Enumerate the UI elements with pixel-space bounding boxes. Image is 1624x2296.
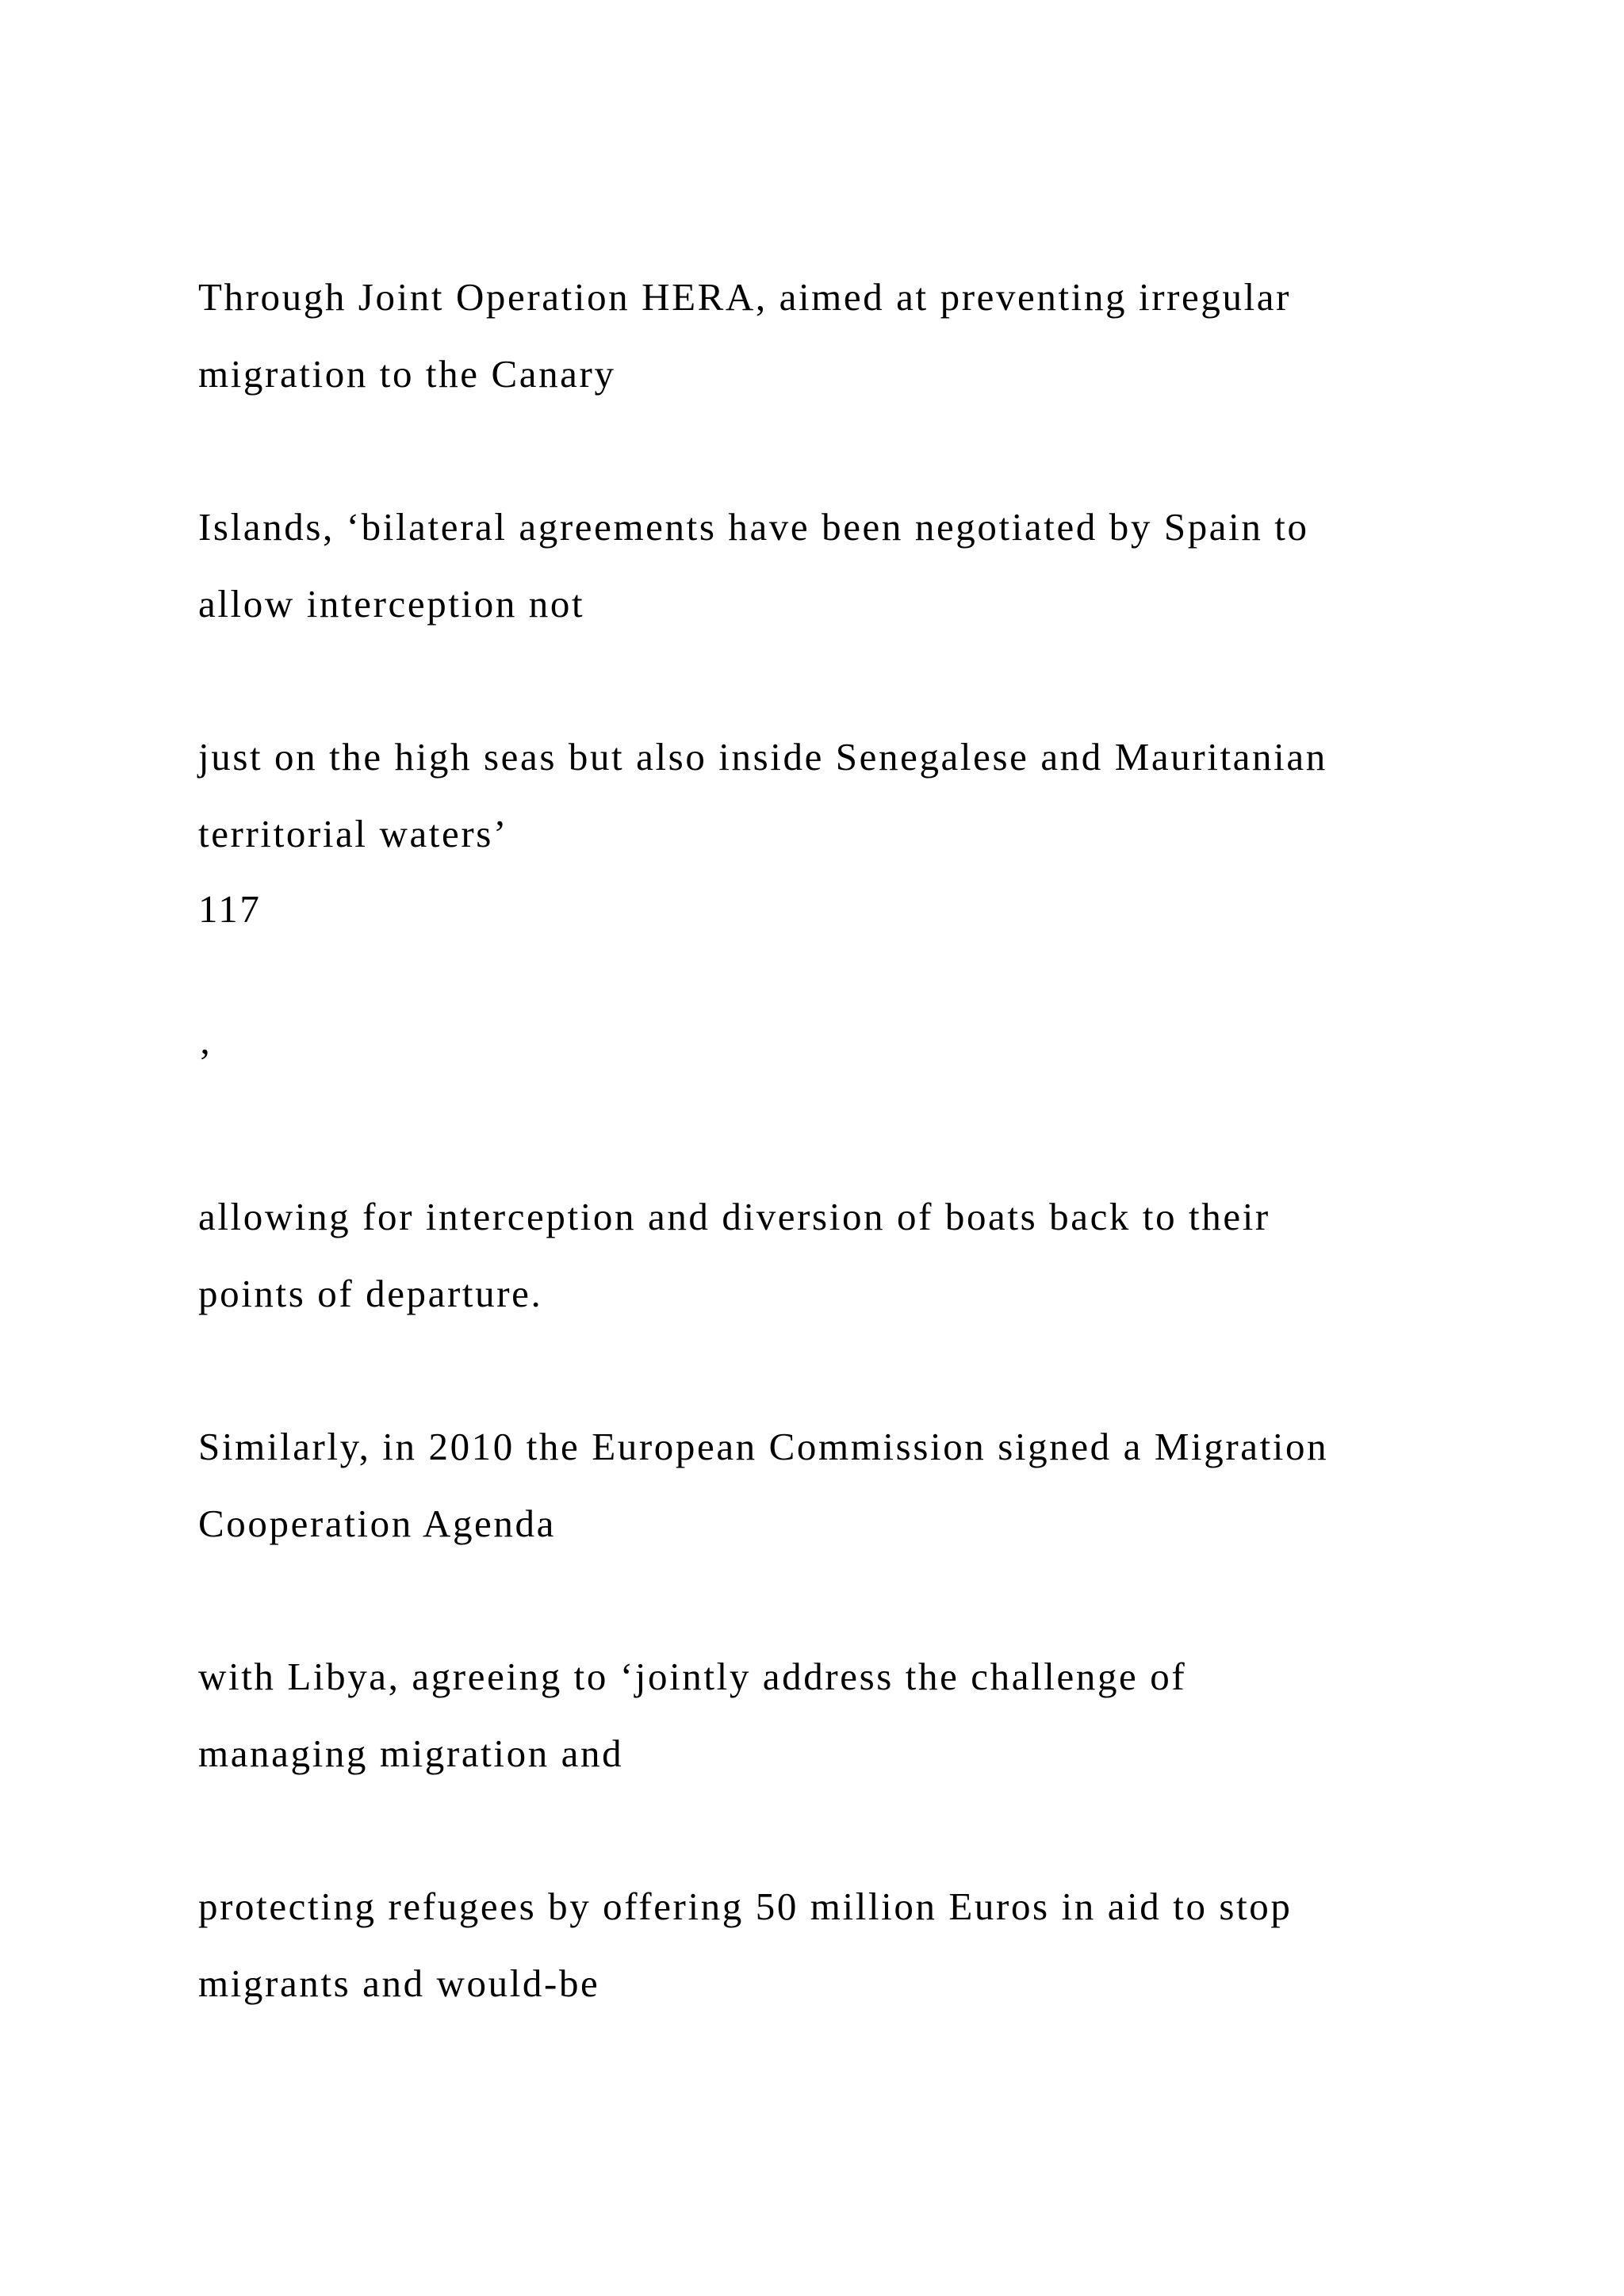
text-line: migration to the Canary — [198, 352, 616, 396]
text-line: allow interception not — [198, 582, 585, 626]
text-line: managing migration and — [198, 1732, 624, 1775]
text-line: Through Joint Operation HERA, aimed at preventing irregular — [198, 275, 1292, 319]
footnote-number: 117 — [198, 887, 262, 931]
text-line: allowing for interception and diversion of boats back to their — [198, 1195, 1270, 1238]
text-line: points of departure. — [198, 1272, 543, 1315]
text-line: Cooperation Agenda — [198, 1502, 556, 1545]
text-line: with Libya, agreeing to ‘jointly address the challenge of — [198, 1655, 1187, 1698]
text-line: just on the high seas but also inside Senegalese and Mauritanian — [198, 735, 1327, 779]
text-line: Similarly, in 2010 the European Commission signed a Migration — [198, 1425, 1329, 1468]
text-line: Islands, ‘bilateral agreements have been negotiated by Spain to — [198, 505, 1309, 549]
text-line: territorial waters’ — [198, 812, 508, 855]
text-line: migrants and would-be — [198, 1961, 600, 2005]
text-line: ’ — [198, 1040, 213, 1084]
text-line: protecting refugees by offering 50 million Euros in aid to stop — [198, 1885, 1293, 1928]
